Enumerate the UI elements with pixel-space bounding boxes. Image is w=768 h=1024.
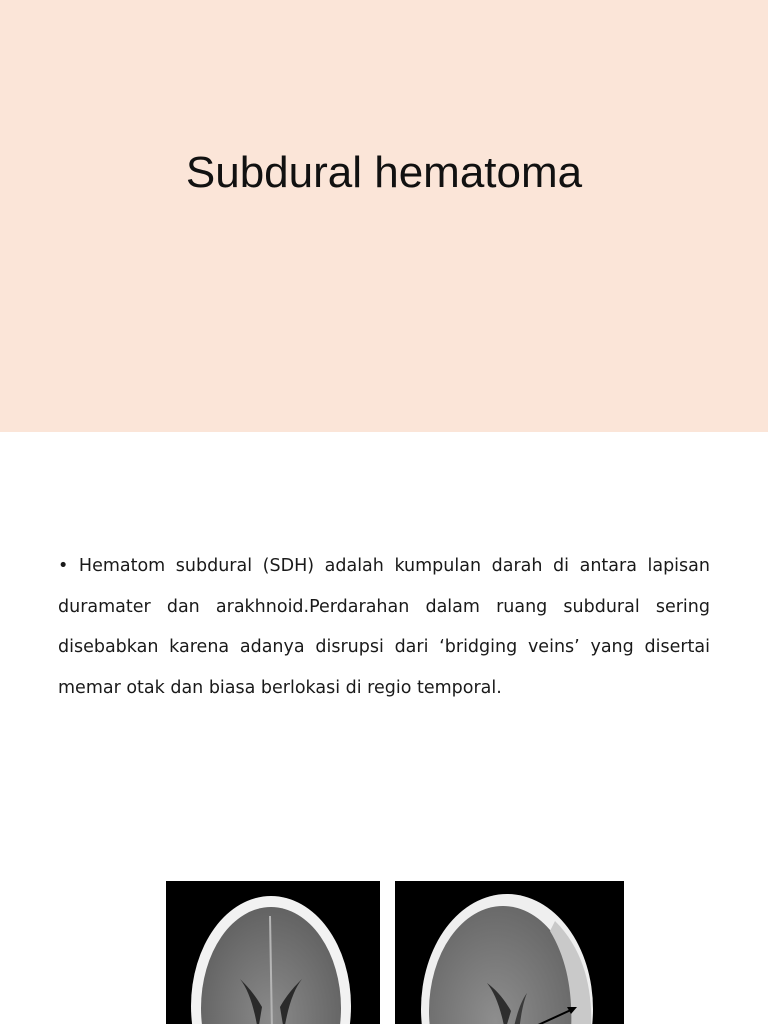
slide-title: Subdural hematoma [185, 148, 583, 197]
bullet-marker: • [58, 556, 69, 576]
bullet-paragraph [58, 546, 710, 708]
ct-scan-normal-illustration [166, 881, 380, 1024]
ct-scan-subdural-hematoma [395, 881, 624, 1024]
title-slide [0, 0, 768, 432]
bullet-text: Hematom subdural (SDH) adalah kumpulan darah di antara lapisan duramater dan arakhnoid.Perdarahan dalam ruang subdural sering disebabkan karena adanya disrupsi dari ‘bridging veins’ yang disertai memar otak dan biasa berlokasi di regio temporal. [58, 556, 710, 698]
ct-scan-sdh-illustration [395, 881, 624, 1024]
content-slide [0, 432, 768, 1024]
ct-scan-normal [166, 881, 380, 1024]
